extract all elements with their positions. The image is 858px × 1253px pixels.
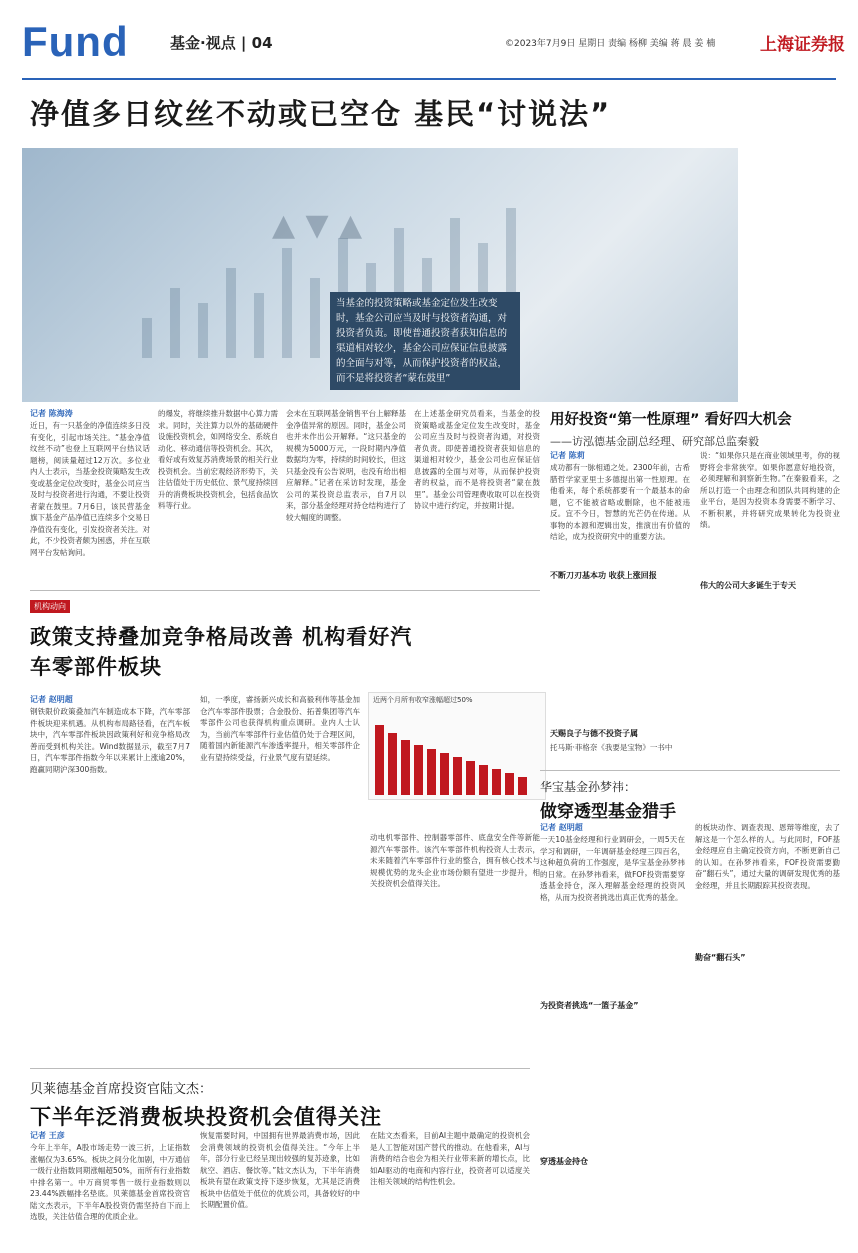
blackrock-column-3: 在陆文杰看来，目前AI主题中最确定的投资机会是人工智能对国产替代的推动。在他看来，AI与消费的结合也会为相关行业带来新的增长点，比如AI驱动的电商和内容行业，投资者可以适度关注相关领域的结构性机会。	[370, 1131, 530, 1186]
auto-column-3: 动电机零部件、控制器零部件、底盘安全件等新能源汽车零部件。该汽车零部件机构投资人士表示，未来随着汽车零部件行业的整合，拥有核心技术与规模优势的龙头企业市场份额有望进一步提升，相关投资机会值得关注。	[370, 833, 540, 888]
interview-column-1: 成功都有一脉相通之处。2300年前，古希腊哲学家亚里士多德提出第一性原理。在他看来，每个系统都要有一个最基本的命题，它不能被省略或删除，也不能被违反。宜不今日，智慧的光芒仍在传递。从事物的本源和逻辑出发，推演出有价值的结论，成为投资研究中的重要方法。	[550, 463, 690, 541]
illustration-bar	[142, 318, 152, 358]
bottom-divider	[30, 1068, 530, 1069]
section-divider	[30, 590, 540, 591]
huabao-header	[540, 778, 740, 822]
lead-headline: 净值多日纹丝不动或已空仓 基民“讨说法”	[30, 97, 612, 131]
auto-column-1: 钢铁限价政策叠加汽车制造成本下降，汽车零部件板块迎来机遇。从机构布局路径看，在汽车板块中，汽车零部件板块因政策利好和竞争格局改善而受到机构关注。Wind数据显示，截至7月7日，汽车零部件指数今年以来累计上涨逾20%，跑赢同期沪深300指数。	[30, 707, 190, 774]
lead-column-3: 会未在互联网基金销售平台上解释基金净值异常的原因。同时，基金公司也并未作出公开解释。“这只基金的规模为5000万元，一段时期内净值数据均为零，持续的时间较长，但这只基金没有公告说明，也没有给出相应解释。”记者在采访时发现，基金公司的某投资总监表示，自7月以来，部分基金经理对持仓结构进行了较大幅度的调整。	[286, 409, 406, 522]
huabao-headline: 做穿透型基金猎手	[540, 802, 676, 822]
illustration-watermark-icon: ▲ ▼ ▲	[272, 208, 363, 243]
auto-chart-title: 近两个月所有收窄涨幅超过50%	[373, 696, 473, 704]
lead-column-1: 近日，有一只基金的净值连续多日没有变化，引起市场关注。“基金净值纹丝不动”也登上互联网平台热议话题榜，阅读量超过12万次。多位业内人士表示，当基金投资策略发生改变或基金定位改变时，基金公司应当及时与投资者进行沟通，不要让投资者蒙在鼓里。7月6日，该民营基金旗下基金产品净值已连续多个交易日净值没有变化，引发投资者关注。对此，不少投资者颇为困惑，并在互联网平台发帖询问。	[30, 421, 150, 557]
chart-bar	[505, 773, 514, 795]
masthead	[0, 0, 858, 80]
chart-bar	[427, 749, 436, 795]
blackrock-column-2: 恢复需要时间，中国拥有世界最消费市场，因此会消费领域的投资机会值得关注。“今年上半年，部分行业已经呈现出较强的复苏迹象，比如航空、酒店、餐饮等。”陆文杰认为，下半年消费板块有望在政策支持下逐步恢复，尤其是泛消费板块中估值处于低位的优质公司，具备较好的中长期配置价值。	[200, 1131, 360, 1209]
interview-headline: 用好投资“第一性原理” 看好四大机会	[550, 412, 792, 428]
interview-subheadline: ——访泓德基金副总经理、研究部总监秦毅	[550, 435, 759, 448]
blackrock-header	[30, 1078, 550, 1131]
blackrock-column-1: 今年上半年，A股市场走势一波三折，上证指数涨幅仅为3.65%。板块之间分化加剧，中万通信一级行业指数同期涨幅超50%，而所有行业指数中排名第一。中万商贸零售一级行业指数则以23.44%跌幅排名垫底。贝莱德基金首席投资官陆文杰表示，下半年A股投资仍需坚持自下而上选股，关注估值合理的优质企业。	[30, 1143, 190, 1221]
chart-bar	[453, 757, 462, 795]
chart-bar	[479, 765, 488, 795]
illustration-bar	[310, 278, 320, 358]
chart-bar	[401, 740, 410, 795]
interview-column-2: 说：“如果你只是在商业领域里考，你的视野将会非常狭窄。如果你愿意好地投资，必须理解和洞察新生物。”在秦毅看来，之所以打造一个由理念和团队共同构建的企业平台，是因为投资本身需要不断学习、不断积累，并将研究成果转化为投资业绩。	[700, 451, 840, 529]
auto-tag: 机构动向	[30, 600, 70, 613]
auto-column-2: 如，一季度，睿扬新兴成长和高毅利伟等基金加仓汽车零部件股票；合金股份、拓普集团等汽车零部件公司也获得机构重点调研。业内人士认为，当前汽车零部件行业估值仍处于合理区间，随着国内新能源汽车渗透率提升，相关零部件企业有望持续受益，行业景气度有望延续。	[200, 695, 360, 762]
blackrock-headline: 下半年泛消费板块投资机会值得关注	[30, 1105, 382, 1129]
section-title: 基金·视点 | 04	[170, 34, 273, 52]
chart-bar	[518, 777, 527, 795]
dateline: ©2023年7月9日 星期日 责编 杨柳 美编 蒋 晨 姜 楠	[505, 39, 716, 49]
illustration-bar	[198, 303, 208, 358]
huabao-column-2: 的板块动作、调查表现、恩辩等维度，去了解这是一个怎么样的人。与此同时，FOF基金经理应自主确定投资方向，不断更新自己的认知。在孙梦祎看来，FOF投资需要勤奋“翻石头”，通过大量的调研发现优秀的基金经理，并且长期跟踪其投资表现。	[695, 823, 840, 890]
interview-subhead-2: 伟大的公司大多诞生于专天	[700, 581, 796, 590]
auto-byline: 记者 赵明超	[30, 695, 73, 704]
blackrock-byline: 记者 王彦	[30, 1131, 65, 1140]
illustration-bar	[254, 293, 264, 358]
lead-byline: 记者 陈海涛	[30, 409, 73, 418]
interview-byline: 记者 陈莉	[550, 451, 585, 460]
chart-bar	[466, 761, 475, 795]
lead-column-2: 的爆发，将继续推升数据中心算力需求。同时，关注算力以外的基础硬件设施投资机会，如网络安全、系统自动化、移动通信等投资机会。其次，看好或有效复苏消费场景的相关行业投资机会。当前宏观经济形势下，关注估值处于历史低位、景气度持续回升的消费板块投资机会，包括食品饮料等行业。	[158, 409, 278, 510]
masthead-rule	[22, 78, 836, 80]
chart-bar	[388, 733, 397, 795]
chart-bar	[440, 753, 449, 795]
illustration-bar	[226, 268, 236, 358]
blackrock-headline-pre: 贝莱德基金首席投资官陆文杰：	[30, 1082, 213, 1097]
right-divider	[540, 770, 840, 771]
huabao-subhead-3: 勤奋“翻石头”	[695, 953, 746, 962]
auto-chart	[368, 692, 546, 800]
interview-subhead-3: 天赐良子与德不投资子属	[550, 729, 638, 738]
interview-footnote: 托马斯·菲格奈《我要是宝物》一书中	[550, 743, 673, 752]
auto-headline: 政策支持叠加竞争格局改善 机构看好汽车零部件板块	[30, 625, 413, 679]
huabao-byline: 记者 赵明超	[540, 823, 583, 832]
chart-bar	[492, 769, 501, 795]
chart-bar	[375, 725, 384, 795]
huabao-headline-pre: 华宝基金孙梦祎：	[540, 780, 637, 794]
brand-logo: Fund	[22, 18, 129, 65]
lead-column-4: 在上述基金研究员看来，当基金的投资策略或基金定位发生改变时，基金公司应当及时与投资者沟通，对投资者负责。即使普通投资者获知信息的渠道相对较少，基金公司也应保证信息披露的全面与对等，从而保护投资者的权益，而不是将投资者“蒙在鼓里”。基金公司管理费收取可以在投资协议中进行约定，并按期计提。	[414, 409, 540, 510]
chart-bar	[414, 745, 423, 795]
newspaper-logo: 上海证券报	[760, 35, 845, 55]
huabao-subhead-1: 为投资者挑选“一篮子基金”	[540, 1001, 639, 1010]
illustration-bar	[170, 288, 180, 358]
huabao-column-1: 一天10基金经理和行业调研会，一周5天在学习和调研，一年调研基金经理三四百名，这种超负荷的工作强度，是华宝基金孙梦祎的日常。在孙梦祎看来，做FOF投资需要穿透基金持仓，深入理解基金经理的投资风格，从而为投资者挑选出真正优秀的基金。	[540, 835, 685, 902]
interview-subhead-1: 不断刀刃基本功 收获上涨回报	[550, 571, 657, 580]
lead-pullquote: 当基金的投资策略或基金定位发生改变时，基金公司应当及时与投资者沟通，对投资者负责。即使普通投资者获知信息的渠道相对较少，基金公司应保证信息披露的全面与对等，从而保护投资者的权益，而不是将投资者“蒙在鼓里”	[330, 292, 520, 390]
interview-header	[550, 408, 840, 449]
auto-chart-bars	[375, 709, 539, 795]
huabao-subhead-2: 穿透基金持仓	[540, 1157, 588, 1166]
illustration-bar	[282, 248, 292, 358]
